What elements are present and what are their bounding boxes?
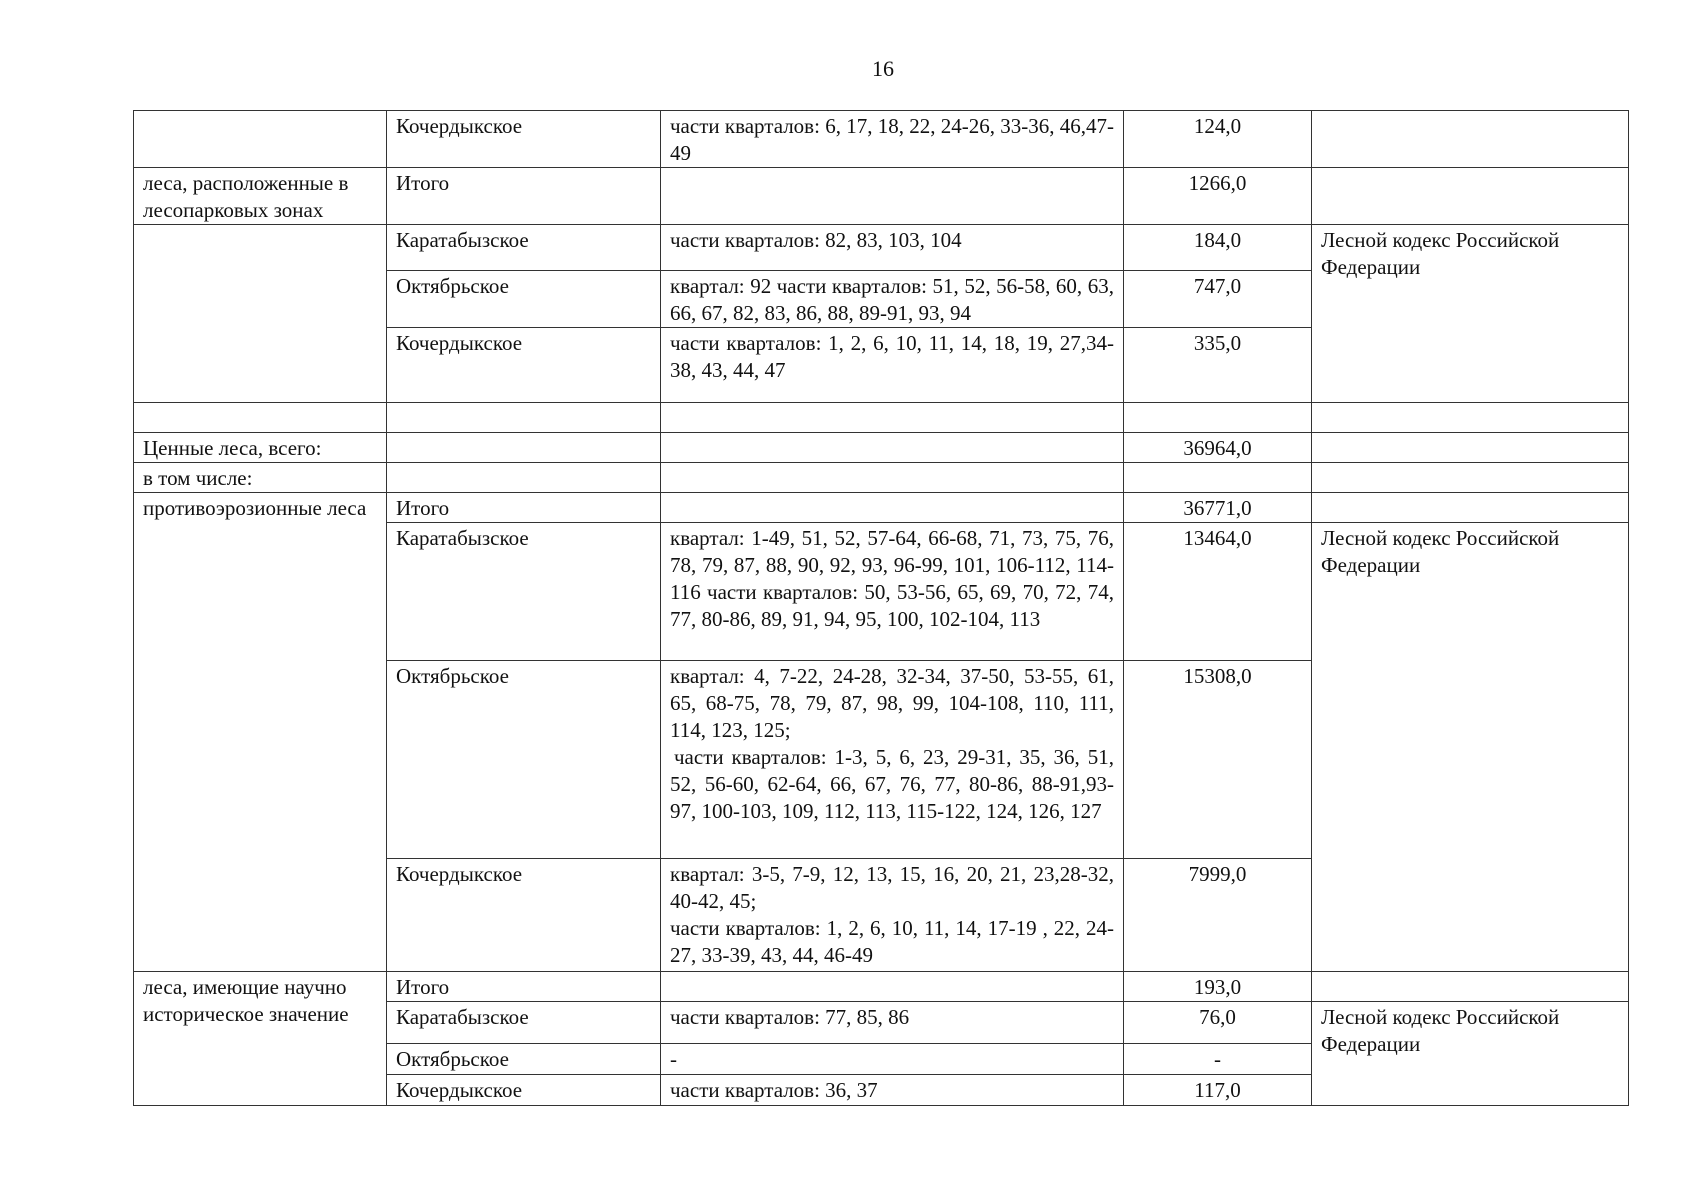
quarters-text: квартал: 4, 7-22, 24-28, 32-34, 37-50, 53-55, 61, 65, 68-75, 78, 79, 87, 98, 99, 104-108, 110, 111, 114, 123, 125; — [670, 664, 1114, 742]
empty-cell — [1124, 403, 1312, 433]
table-row — [134, 493, 1629, 523]
table-row — [134, 168, 1629, 225]
category-cell: леса, расположенные в лесопарковых зонах — [134, 168, 387, 225]
empty-cell — [1312, 433, 1629, 463]
forestry-cell: Октябрьское — [387, 661, 661, 859]
quarters-cell: квартал: 92 части кварталов: 51, 52, 56-58, 60, 63, 66, 67, 82, 83, 86, 88, 89-91, 93, 94 — [661, 271, 1124, 328]
quarters-cell — [661, 859, 1124, 972]
empty-cell — [661, 463, 1124, 493]
area-cell: 15308,0 — [1124, 661, 1312, 859]
quarters-cell: части кварталов: 1, 2, 6, 10, 11, 14, 18, 19, 27,34-38, 43, 44, 47 — [661, 328, 1124, 403]
empty-cell — [134, 403, 387, 433]
legal-basis-cell: Лесной кодекс Российской Федерации — [1312, 1002, 1629, 1106]
forestry-cell: Каратабызское — [387, 225, 661, 271]
table-row — [134, 403, 1629, 433]
legal-basis-cell — [1312, 493, 1629, 523]
empty-cell — [387, 403, 661, 433]
page-number: 16 — [872, 56, 894, 81]
forestry-cell: Кочердыкское — [387, 111, 661, 168]
forestry-cell: Кочердыкское — [387, 859, 661, 972]
forestry-cell: Каратабызское — [387, 523, 661, 661]
quarters-cell — [661, 168, 1124, 225]
total-label-cell: Итого — [387, 168, 661, 225]
table-row — [134, 111, 1629, 168]
quarters-text: квартал: 3-5, 7-9, 12, 13, 15, 16, 20, 21, 23,28-32, 40-42, 45; — [670, 862, 1114, 913]
category-cell: Ценные леса, всего: — [134, 433, 387, 463]
area-cell: 1266,0 — [1124, 168, 1312, 225]
empty-cell — [661, 403, 1124, 433]
table-row — [134, 463, 1629, 493]
area-cell: 184,0 — [1124, 225, 1312, 271]
legal-basis-cell — [1312, 972, 1629, 1002]
category-cell: противоэрозионные леса — [134, 493, 387, 972]
forestry-cell: Кочердыкское — [387, 1075, 661, 1106]
quarters-text: части кварталов: 1, 2, 6, 10, 11, 14, 17-19 , 22, 24-27, 33-39, 43, 44, 46-49 — [670, 916, 1114, 967]
forestry-cell: Октябрьское — [387, 1044, 661, 1075]
empty-cell — [1312, 403, 1629, 433]
quarters-cell — [661, 972, 1124, 1002]
empty-cell — [387, 463, 661, 493]
empty-cell — [661, 433, 1124, 463]
area-cell: 335,0 — [1124, 328, 1312, 403]
area-cell: 193,0 — [1124, 972, 1312, 1002]
forestry-cell: Кочердыкское — [387, 328, 661, 403]
empty-cell — [1124, 463, 1312, 493]
forest-table — [133, 110, 1629, 1106]
area-cell: 36771,0 — [1124, 493, 1312, 523]
area-cell: 13464,0 — [1124, 523, 1312, 661]
area-cell: 117,0 — [1124, 1075, 1312, 1106]
table-row — [134, 433, 1629, 463]
quarters-cell: - — [661, 1044, 1124, 1075]
category-cell — [134, 225, 387, 403]
quarters-text: части кварталов: 1-3, 5, 6, 23, 29-31, 35, 36, 51, 52, 56-60, 62-64, 66, 67, 76, 77, 80-86, 88-91,93-97, 100-103, 109, 112, 113, 115-122, 124, 126, 127 — [670, 745, 1114, 823]
forestry-cell: Октябрьское — [387, 271, 661, 328]
quarters-cell: части кварталов: 77, 85, 86 — [661, 1002, 1124, 1044]
area-cell: - — [1124, 1044, 1312, 1075]
total-label-cell: Итого — [387, 493, 661, 523]
area-cell: 747,0 — [1124, 271, 1312, 328]
forestry-cell: Каратабызское — [387, 1002, 661, 1044]
legal-basis-cell — [1312, 111, 1629, 168]
table-row — [134, 972, 1629, 1002]
empty-cell — [387, 433, 661, 463]
quarters-cell: квартал: 1-49, 51, 52, 57-64, 66-68, 71, 73, 75, 76, 78, 79, 87, 88, 90, 92, 93, 96-99, 101, 106-112, 114-116 части кварталов: 50, 53-56, 65, 69, 70, 72, 74, 77, 80-86, 89, 91, 94, 95, 100, 102-104, 113 — [661, 523, 1124, 661]
area-cell: 7999,0 — [1124, 859, 1312, 972]
area-cell: 76,0 — [1124, 1002, 1312, 1044]
legal-basis-cell: Лесной кодекс Российской Федерации — [1312, 523, 1629, 972]
category-cell: леса, имеющие научно историческое значение — [134, 972, 387, 1106]
area-cell: 36964,0 — [1124, 433, 1312, 463]
area-cell: 124,0 — [1124, 111, 1312, 168]
quarters-cell: части кварталов: 6, 17, 18, 22, 24-26, 33-36, 46,47-49 — [661, 111, 1124, 168]
empty-cell — [1312, 463, 1629, 493]
quarters-cell — [661, 661, 1124, 859]
legal-basis-cell — [1312, 168, 1629, 225]
quarters-cell: части кварталов: 36, 37 — [661, 1075, 1124, 1106]
quarters-cell: части кварталов: 82, 83, 103, 104 — [661, 225, 1124, 271]
legal-basis-cell: Лесной кодекс Российской Федерации — [1312, 225, 1629, 403]
total-label-cell: Итого — [387, 972, 661, 1002]
table-row — [134, 225, 1629, 271]
category-cell — [134, 111, 387, 168]
category-cell: в том числе: — [134, 463, 387, 493]
quarters-cell — [661, 493, 1124, 523]
